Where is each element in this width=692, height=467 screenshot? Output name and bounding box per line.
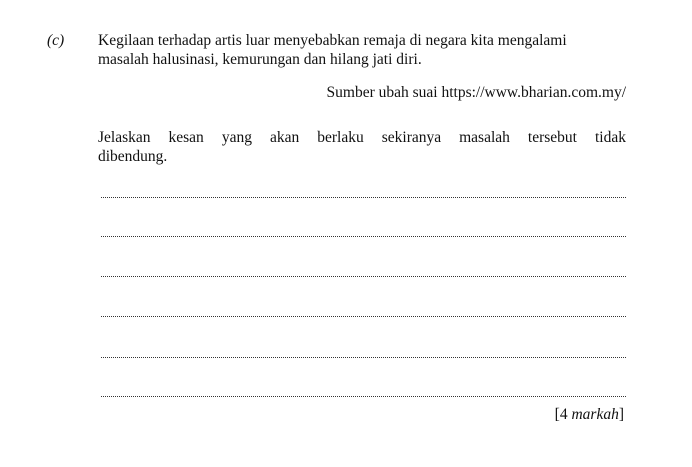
question-label: (c) [47,32,65,49]
answer-line[interactable] [101,316,626,317]
answer-line[interactable] [101,197,626,198]
passage [98,31,626,69]
answer-line[interactable] [101,357,626,358]
marks-open: [4 [554,406,572,423]
prompt-line: Jelaskan kesan yang akan berlaku sekiranya masalah tersebut tidak [98,129,626,146]
passage-line: masalah halusinasi, kemurungan dan hilang jati diri. [98,51,422,68]
passage-line: Kegilaan terhadap artis luar menyebabkan remaja di negara kita mengalami [98,32,567,49]
answer-line[interactable] [101,396,626,397]
marks-word: markah [571,406,619,423]
prompt-line: dibendung. [98,148,168,165]
answer-line[interactable] [101,276,626,277]
source-citation: Sumber ubah suai https://www.bharian.com.my/ [326,84,626,101]
question-prompt [98,128,626,166]
marks-close: ] [618,406,624,423]
marks-allocation [555,405,624,424]
answer-line[interactable] [101,236,626,237]
